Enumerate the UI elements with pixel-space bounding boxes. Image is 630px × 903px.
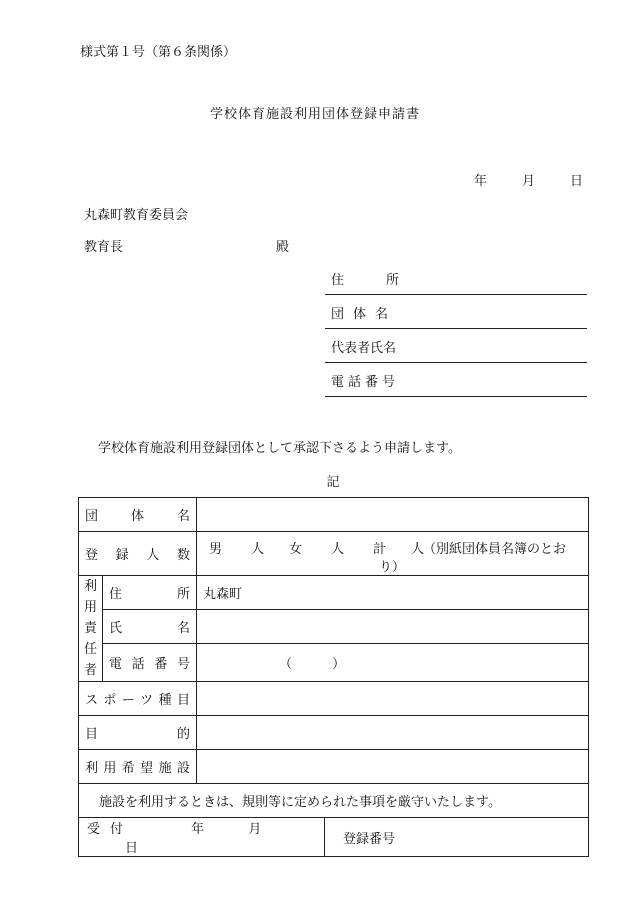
male-label: 男: [209, 542, 223, 557]
female-label: 女: [289, 542, 303, 557]
group-name-label: 団 体 名: [85, 509, 191, 524]
name-label-cell: [103, 610, 197, 644]
member-note-2: り）: [379, 560, 406, 575]
member-count-label: 登 録 人 数: [85, 548, 190, 563]
purpose-label: 目 的: [85, 727, 191, 742]
group-name-field[interactable]: [197, 498, 589, 532]
responsible-char-4: 任: [83, 642, 97, 657]
date-day: 日: [570, 174, 584, 189]
applicant-rep-line: [325, 362, 587, 363]
responsible-char-2: 用: [83, 600, 97, 615]
responsible-person-label: [79, 576, 103, 682]
sport-field[interactable]: [197, 682, 589, 716]
name-field[interactable]: [197, 610, 589, 644]
reception-row: [79, 818, 589, 857]
reg-number-label: 登録番号: [343, 831, 396, 847]
applicant-phone-line: [325, 396, 587, 397]
phone-close-paren: ）: [332, 657, 346, 672]
recipient: 教育長: [84, 240, 124, 255]
address-label-cell: [103, 576, 197, 610]
responsible-address-row: [79, 576, 589, 610]
reception-cell[interactable]: [79, 818, 325, 857]
total-unit: 人: [411, 542, 425, 557]
responsible-char-1: 利: [83, 579, 97, 594]
phone-label: 電 話 番 号: [109, 657, 190, 672]
facility-label: 利 用 希 望 施 設: [85, 761, 190, 776]
reception-label: 受付: [87, 822, 134, 837]
responsible-char-5: 者: [83, 663, 97, 678]
group-name-label-cell: [79, 498, 197, 532]
responsible-phone-row: [79, 644, 589, 682]
addressee: 丸森町教育委員会: [84, 208, 189, 223]
address-label: 住 所: [109, 587, 191, 602]
name-label: 氏 名: [109, 621, 191, 636]
registration-table: [78, 497, 589, 857]
applicant-group-line: [325, 328, 587, 329]
reception-month: 月: [248, 822, 262, 837]
group-name-row: [79, 498, 589, 532]
phone-open-paren: （: [279, 657, 293, 672]
reg-number-cell[interactable]: [325, 818, 589, 857]
address-field[interactable]: 丸森町: [197, 576, 589, 610]
phone-field[interactable]: [197, 644, 589, 682]
member-count-row: [79, 532, 589, 576]
facility-row: [79, 750, 589, 784]
pledge-row: [79, 784, 589, 818]
responsible-char-3: 責: [83, 621, 97, 636]
reception-day: 日: [125, 841, 139, 856]
pledge-text: 施設を利用するときは、規則等に定められた事項を厳守いたします。: [79, 784, 589, 818]
sport-label: ス ポ ー ツ 種 目: [85, 693, 190, 708]
purpose-row: [79, 716, 589, 750]
applicant-rep-label: 代表者氏名: [331, 341, 397, 356]
purpose-field[interactable]: [197, 716, 589, 750]
applicant-group-label: 団体名: [331, 307, 398, 322]
applicant-address-line: [325, 294, 587, 295]
sport-row: [79, 682, 589, 716]
reception-year: 年: [191, 822, 205, 837]
member-note-1: （別紙団体員名簿のとお: [423, 542, 567, 557]
date-month: 月: [522, 174, 536, 189]
responsible-name-row: [79, 610, 589, 644]
page-title: 学校体育施設利用団体登録申請書: [209, 107, 420, 122]
sport-label-cell: [79, 682, 197, 716]
total-label: 計: [373, 542, 387, 557]
facility-label-cell: [79, 750, 197, 784]
statement: 学校体育施設利用登録団体として承認下さるよう申請します。: [98, 441, 461, 456]
female-unit: 人: [331, 542, 345, 557]
member-count-label-cell: [79, 532, 197, 576]
form-number: 様式第１号（第６条関係）: [80, 45, 237, 60]
applicant-address-label: 住 所: [331, 273, 399, 288]
ki-heading: 記: [326, 475, 340, 490]
member-count-field[interactable]: [197, 532, 589, 576]
purpose-label-cell: [79, 716, 197, 750]
male-unit: 人: [251, 542, 265, 557]
phone-label-cell: [103, 644, 197, 682]
date-year: 年: [474, 174, 488, 189]
honorific: 殿: [276, 240, 290, 255]
applicant-phone-label: 電話番号: [331, 375, 400, 390]
facility-field[interactable]: [197, 750, 589, 784]
